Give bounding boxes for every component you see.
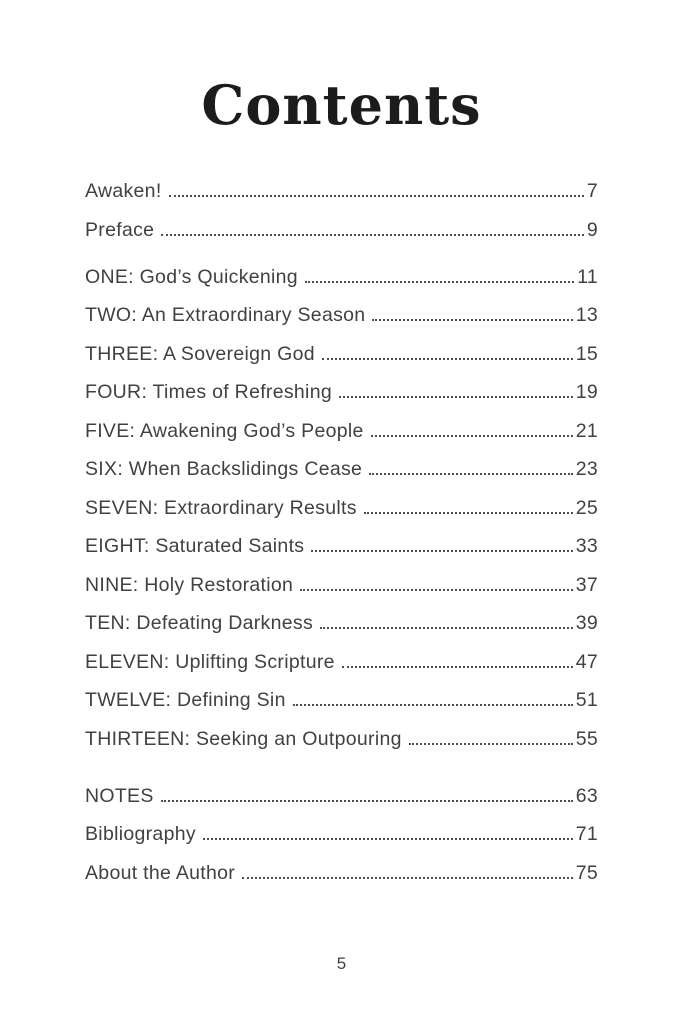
toc-entry-page-number: 19 bbox=[575, 381, 598, 403]
toc-entry bbox=[85, 460, 598, 480]
toc-entry-label: EIGHT: Saturated Saints bbox=[85, 535, 305, 557]
toc-entry-page-number: 33 bbox=[575, 535, 598, 557]
toc-entry-label: NOTES bbox=[85, 784, 154, 807]
toc-leader-dots bbox=[339, 396, 573, 398]
toc-entry-page-number: 7 bbox=[586, 180, 598, 202]
toc-leader-dots bbox=[369, 473, 573, 475]
toc-entry-label: ONE: God’s Quickening bbox=[85, 265, 298, 288]
toc-entry-label: ELEVEN: Uplifting Scripture bbox=[85, 650, 335, 673]
toc-entry-label: SIX: When Backslidings Cease bbox=[85, 458, 363, 480]
toc-entry bbox=[85, 342, 598, 365]
toc-entry-page-number: 51 bbox=[575, 689, 598, 711]
toc-entry-page-number: 21 bbox=[575, 419, 598, 442]
toc-entry-label: Awaken! bbox=[85, 180, 162, 202]
toc-leader-dots bbox=[169, 195, 584, 197]
toc-entry bbox=[85, 218, 598, 241]
toc-leader-dots bbox=[371, 435, 573, 437]
toc-leader-dots bbox=[242, 877, 573, 879]
toc-entry bbox=[85, 691, 598, 711]
toc-entry-label: THREE: A Sovereign God bbox=[85, 342, 315, 365]
toc-entry-page-number: 23 bbox=[575, 458, 598, 480]
toc-entry-label: About the Author bbox=[85, 861, 236, 884]
toc-entry bbox=[85, 419, 598, 442]
toc-leader-dots bbox=[322, 358, 573, 360]
toc-entry-page-number: 11 bbox=[577, 265, 598, 288]
toc-leader-dots bbox=[342, 666, 573, 668]
toc-entry-label: THIRTEEN: Seeking an Outpouring bbox=[85, 727, 402, 750]
toc-entry bbox=[85, 573, 598, 596]
toc-leader-dots bbox=[161, 234, 584, 236]
toc-entry-label: TEN: Defeating Darkness bbox=[85, 612, 313, 634]
toc-entry-label: SEVEN: Extraordinary Results bbox=[85, 496, 357, 519]
toc-entry-page-number: 47 bbox=[575, 650, 598, 673]
toc-entry bbox=[85, 727, 598, 750]
toc-entry-label: NINE: Holy Restoration bbox=[85, 573, 294, 596]
toc-entry bbox=[85, 265, 598, 288]
toc-leader-dots bbox=[311, 550, 572, 552]
toc-leader-dots bbox=[372, 319, 572, 321]
toc-entry-label: TWO: An Extraordinary Season bbox=[85, 304, 366, 326]
toc-chapters-group bbox=[85, 265, 598, 750]
toc-entry bbox=[85, 537, 598, 557]
toc-leader-dots bbox=[203, 838, 573, 840]
toc-entry-page-number: 13 bbox=[575, 304, 598, 326]
toc-entry-label: Preface bbox=[85, 218, 155, 241]
page-number: 5 bbox=[336, 954, 347, 973]
toc-leader-dots bbox=[305, 281, 574, 283]
toc-entry bbox=[85, 383, 598, 403]
toc-entry-label: FIVE: Awakening God’s People bbox=[85, 419, 364, 442]
toc-entry-page-number: 75 bbox=[575, 861, 598, 884]
toc-entry bbox=[85, 614, 598, 634]
toc-entry-label: Bibliography bbox=[85, 823, 196, 845]
toc-entry-page-number: 39 bbox=[575, 612, 598, 634]
toc-entry-page-number: 63 bbox=[575, 784, 598, 807]
toc-entry-page-number: 25 bbox=[575, 496, 598, 519]
toc-entry-label: FOUR: Times of Refreshing bbox=[85, 381, 332, 403]
toc-leader-dots bbox=[300, 589, 573, 591]
toc-leader-dots bbox=[161, 800, 573, 802]
toc-entry-page-number: 37 bbox=[575, 573, 598, 596]
toc-front-matter-group bbox=[85, 182, 598, 241]
toc-entry bbox=[85, 182, 598, 202]
toc-leader-dots bbox=[320, 627, 573, 629]
page-title: Contents bbox=[201, 73, 482, 137]
toc-entry bbox=[85, 784, 598, 807]
toc-entry-page-number: 71 bbox=[575, 823, 598, 845]
toc-leader-dots bbox=[293, 704, 573, 706]
toc-entry-page-number: 9 bbox=[586, 218, 598, 241]
toc-entry bbox=[85, 825, 598, 845]
toc-entry-page-number: 15 bbox=[575, 342, 598, 365]
toc-entry bbox=[85, 496, 598, 519]
toc-leader-dots bbox=[364, 512, 573, 514]
toc-entry bbox=[85, 861, 598, 884]
toc-back-matter-group bbox=[85, 784, 598, 884]
toc-entry-label: TWELVE: Defining Sin bbox=[85, 689, 286, 711]
toc-leader-dots bbox=[409, 743, 573, 745]
toc-entry bbox=[85, 650, 598, 673]
toc-entry-page-number: 55 bbox=[575, 727, 598, 750]
toc-entry bbox=[85, 306, 598, 326]
